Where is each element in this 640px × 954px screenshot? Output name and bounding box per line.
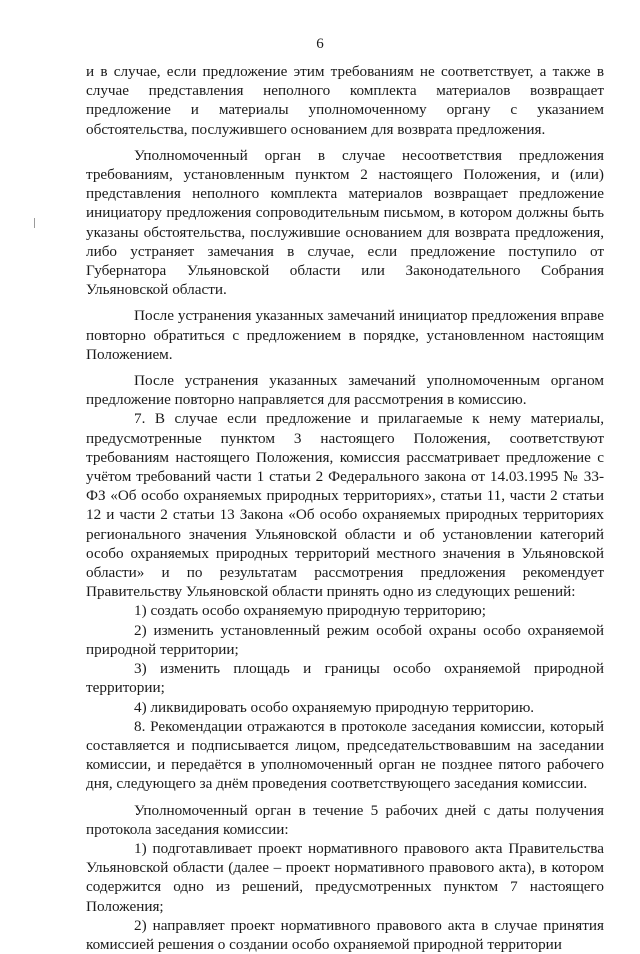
paragraph-resubmission-initiator: После устранения указанных замечаний инициатор предложения вправе повторно обратиться с предложением в порядке, установленном настоящим Положением. — [86, 307, 604, 363]
paragraph-resubmission-authorized-body: После устранения указанных замечаний уполномоченным органом предложение повторно направляется для рассмотрения в комиссию. — [86, 372, 604, 409]
action-item-2: 2) направляет проект нормативного правового акта в случае принятия комиссией решения о создании особо охраняемой природной территории — [86, 916, 604, 953]
paragraph-continuation: и в случае, если предложение этим требованиям не соответствует, а также в случае представления неполного комплекта материалов возвращает предложение и материалы уполномоченному органу с указанием обстоятельства, послужившего основанием для возврата предложения. — [86, 63, 604, 138]
decision-item-2: 2) изменить установленный режим особой охраны особо охраняемой природной территории; — [86, 621, 604, 658]
paragraph-item-7: 7. В случае если предложение и прилагаемые к нему материалы, предусмотренные пунктом 3 настоящего Положения, соответствуют требованиям настоящего Положения, комиссия рассматривает предложение с учётом требований части 1 статьи 2 Федерального закона от 14.03.1995 № 33-ФЗ «Об особо охраняемых природных территориях», статьи 11, части 2 статьи 12 и части 2 статьи 13 Закона «Об особо охраняемых природных территориях регионального значения Ульяновской области и об установлении категорий особо охраняемых природных территорий местного значения в Ульяновской области» и по результатам рассмотрения предложения рекомендует Правительству Ульяновской области принять одно из следующих решений: — [86, 410, 604, 601]
document-body — [86, 62, 604, 954]
decision-item-3: 3) изменить площадь и границы особо охраняемой природной территории; — [86, 660, 604, 697]
margin-mark — [34, 218, 35, 228]
paragraph-authorized-body-duties: Уполномоченный орган в течение 5 рабочих дней с даты получения протокола заседания комиссии: — [86, 801, 604, 838]
page-number: 6 — [316, 36, 324, 52]
decision-item-1: 1) создать особо охраняемую природную территорию; — [134, 602, 486, 620]
decision-item-4: 4) ликвидировать особо охраняемую природную территорию. — [134, 698, 535, 716]
paragraph-authorized-body-return: Уполномоченный орган в случае несоответствия предложения требованиям, установленным пунктом 2 настоящего Положения, и (или) представления неполного комплекта материалов возвращает предложение инициатору предложения сопроводительным письмом, в котором должны быть указаны обстоятельства, послужившие основанием для возврата предложения, либо устраняет замечания в случае, если предложение поступило от Губернатора Ульяновской области или Законодательного Собрания Ульяновской области. — [86, 146, 604, 299]
paragraph-item-8: 8. Рекомендации отражаются в протоколе заседания комиссии, который составляется и подписывается лицом, председательствовавшим на заседании комиссии, и передаётся в уполномоченный орган не позднее пятого рабочего дня, следующего за днём проведения соответствующего заседания комиссии. — [86, 717, 604, 793]
action-item-1: 1) подготавливает проект нормативного правового акта Правительства Ульяновской области (далее – проект нормативного правового акта), в котором содержится одно из решений, предусмотренных пунктом 7 настоящего Положения; — [86, 839, 604, 915]
